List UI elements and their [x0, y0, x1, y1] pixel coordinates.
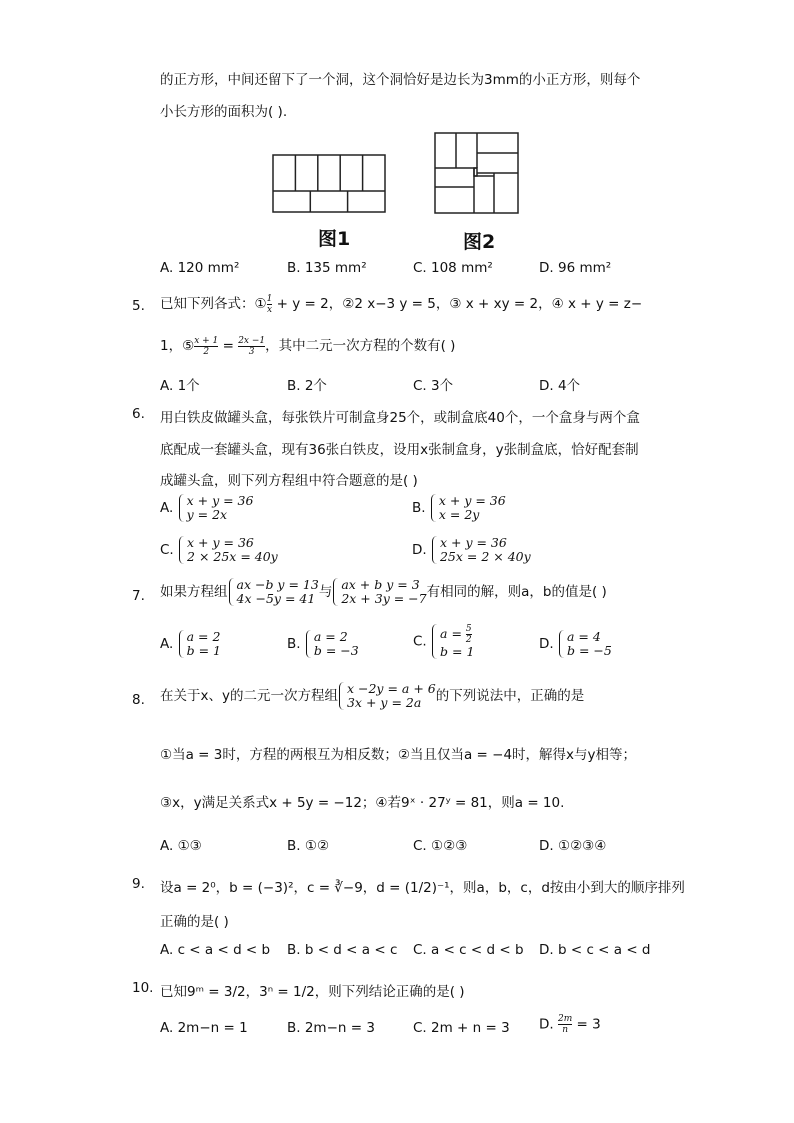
eq-row: x = 2y: [438, 507, 480, 522]
q5-eq-sign: =: [222, 338, 234, 354]
q5-frac-1-over-x: [267, 294, 273, 315]
frac-num: x + 1: [194, 335, 219, 346]
q4-option-d[interactable]: D. 96 mm²: [539, 260, 612, 276]
figure-1-diagram: [272, 154, 386, 214]
eq-row: a = 4: [566, 629, 601, 644]
q5-option-c[interactable]: C. 3个: [413, 378, 454, 394]
equation-system: [431, 624, 474, 659]
q10-option-a[interactable]: A. 2m−n = 1: [160, 1020, 248, 1036]
eq-row: b = −3: [313, 643, 359, 658]
eq-row: y = 2x: [186, 507, 228, 522]
q8-option-d[interactable]: D. ①②③④: [539, 838, 607, 854]
q5-frac-2: [194, 336, 218, 357]
frac-den: 3: [248, 346, 255, 357]
q6-text-line1: 用白铁皮做罐头盒，每张铁片可制盒身25个，或制盒底40个，一个盒身与两个盒: [160, 410, 640, 426]
eq-row: 3x + y = 2a: [346, 695, 422, 710]
q5-text-line2: [160, 334, 455, 357]
eq-row: ax + b y = 3: [341, 577, 420, 592]
eq-row: b = 1: [440, 644, 475, 659]
frac-den: 2: [203, 346, 210, 357]
q6-option-d[interactable]: [412, 536, 531, 564]
figure-2-label: 图2: [463, 231, 496, 253]
q7-pre: 如果方程组: [160, 584, 228, 600]
q8-option-a[interactable]: A. ①③: [160, 838, 202, 854]
option-letter: D.: [539, 1016, 554, 1033]
figure-1-label: 图1: [318, 228, 351, 250]
q10-option-b[interactable]: B. 2m−n = 3: [287, 1020, 375, 1036]
q4-option-c[interactable]: C. 108 mm²: [413, 260, 493, 276]
frac-den: 2: [465, 635, 472, 645]
frac-num: 5: [465, 624, 472, 634]
q5-number: 5.: [132, 298, 145, 314]
eq-part: a =: [440, 626, 466, 641]
frac-num: 2m: [557, 1014, 573, 1024]
eq-row: 4x −5y = 41: [236, 591, 316, 606]
q7-option-b[interactable]: [287, 630, 359, 658]
equation-system: [430, 494, 506, 522]
option-letter: A.: [160, 500, 174, 516]
q7-option-a[interactable]: [160, 630, 221, 658]
q9-option-b[interactable]: B. b < d < a < c: [287, 942, 398, 958]
q8-text-line1: [160, 682, 584, 710]
q5-line2-b: ，其中二元一次方程的个数有( ): [265, 338, 456, 354]
frac-2m-over-n: [558, 1014, 572, 1035]
q8-post: 的下列说法中，正确的是: [435, 688, 585, 704]
eq-row: [440, 624, 474, 645]
equation-system: [305, 630, 359, 658]
equation-system: [558, 630, 612, 658]
q7-mid: 与: [318, 584, 333, 600]
q6-text-line2: 底配成一套罐头盒，现有36张白铁皮，设用x张制盒身，y张制盒底，恰好配套制: [160, 442, 639, 458]
equation-system: [178, 630, 221, 658]
q7-option-c[interactable]: [413, 624, 474, 659]
q5-line1-a: 已知下列各式：①: [160, 296, 267, 312]
option-rest: = 3: [572, 1016, 601, 1033]
q7-system-2: [332, 578, 426, 606]
q9-option-c[interactable]: C. a < c < d < b: [413, 942, 524, 958]
eq-row: x + y = 36: [187, 535, 254, 550]
option-letter: B.: [287, 636, 301, 652]
option-letter: D.: [412, 542, 427, 558]
option-letter: A.: [160, 636, 174, 652]
eq-row: 2x + 3y = −7: [341, 591, 427, 606]
q5-option-a[interactable]: A. 1个: [160, 378, 200, 394]
q7-text: [160, 578, 607, 606]
eq-row: x + y = 36: [438, 493, 506, 508]
eq-row: b = −5: [566, 643, 612, 658]
q5-line2-a: 1，⑤: [160, 338, 195, 354]
q8-option-c[interactable]: C. ①②③: [413, 838, 468, 854]
q8-number: 8.: [132, 692, 145, 708]
q9-text-line2: 正确的是( ): [160, 914, 229, 930]
option-letter: D.: [539, 636, 554, 652]
frac-den: x: [266, 304, 273, 315]
q9-number: 9.: [132, 876, 145, 892]
q5-option-d[interactable]: D. 4个: [539, 378, 581, 394]
q8-text-line2: ①当a = 3时，方程的两根互为相反数；②当且仅当a = −4时，解得x与y相等；: [160, 747, 637, 763]
eq-row: x + y = 36: [186, 493, 254, 508]
q10-text-line1: 已知9ᵐ = 3/2，3ⁿ = 1/2，则下列结论正确的是( ): [160, 984, 465, 1000]
eq-row: b = 1: [186, 643, 221, 658]
q6-text-line3: 成罐头盒，则下列方程组中符合题意的是( ): [160, 473, 418, 489]
q6-number: 6.: [132, 406, 145, 422]
eq-row: x −2y = a + 6: [346, 681, 436, 696]
q7-system-1: [228, 578, 319, 606]
q10-option-d[interactable]: [539, 1014, 601, 1035]
q7-option-d[interactable]: [539, 630, 612, 658]
q8-system: [338, 682, 436, 710]
q6-option-a[interactable]: [160, 494, 253, 522]
equation-system: [178, 494, 254, 522]
frac-5-2: [466, 624, 472, 645]
eq-row: a = 2: [186, 629, 221, 644]
q10-option-c[interactable]: C. 2m + n = 3: [413, 1020, 510, 1036]
frac-num: 1: [266, 293, 273, 304]
equation-system: [178, 536, 278, 564]
eq-row: 2 × 25x = 40y: [187, 549, 278, 564]
option-letter: C.: [160, 542, 174, 558]
q4-text-line2: 小长方形的面积为( ).: [160, 104, 288, 120]
q5-line1-b: + y = 2，②2 x−3 y = 5，③ x + xy = 2，④ x + y = z−: [276, 296, 643, 312]
q7-number: 7.: [132, 588, 145, 604]
q5-option-b[interactable]: B. 2个: [287, 378, 327, 394]
q7-post: 有相同的解，则a，b的值是( ): [426, 584, 607, 600]
eq-row: 25x = 2 × 40y: [439, 549, 531, 564]
frac-num: 2x −1: [238, 335, 266, 346]
equation-system: [431, 536, 531, 564]
frac-den: n: [562, 1025, 569, 1035]
q9-option-a[interactable]: A. c < a < d < b: [160, 942, 271, 958]
q8-option-b[interactable]: B. ①②: [287, 838, 330, 854]
eq-row: ax −b y = 13: [236, 577, 319, 592]
q8-pre: 在关于x、y的二元一次方程组: [160, 688, 338, 704]
q5-text-line1: [160, 292, 642, 315]
q5-frac-3: [238, 336, 265, 357]
q4-text-line1: 的正方形，中间还留下了一个洞，这个洞恰好是边长为3mm的小正方形，则每个: [160, 72, 641, 88]
q10-number: 10.: [132, 980, 154, 996]
q8-text-line3: ③x，y满足关系式x + 5y = −12；④若9ˣ · 27ʸ = 81，则a = 10.: [160, 795, 565, 811]
option-letter: B.: [412, 500, 426, 516]
eq-row: x + y = 36: [439, 535, 507, 550]
eq-row: a = 2: [313, 629, 348, 644]
q6-option-c[interactable]: [160, 536, 278, 564]
q9-text-line1: 设a = 2⁰，b = (−3)²，c = ∛−9，d = (1/2)⁻¹，则a，b，c，d按由小到大的顺序排列: [160, 880, 685, 896]
q6-option-b[interactable]: [412, 494, 506, 522]
option-letter: C.: [413, 633, 427, 650]
q4-option-a[interactable]: A. 120 mm²: [160, 260, 240, 276]
q9-option-d[interactable]: D. b < c < a < d: [539, 942, 651, 958]
figure-2-diagram: [434, 132, 520, 214]
q4-option-b[interactable]: B. 135 mm²: [287, 260, 367, 276]
